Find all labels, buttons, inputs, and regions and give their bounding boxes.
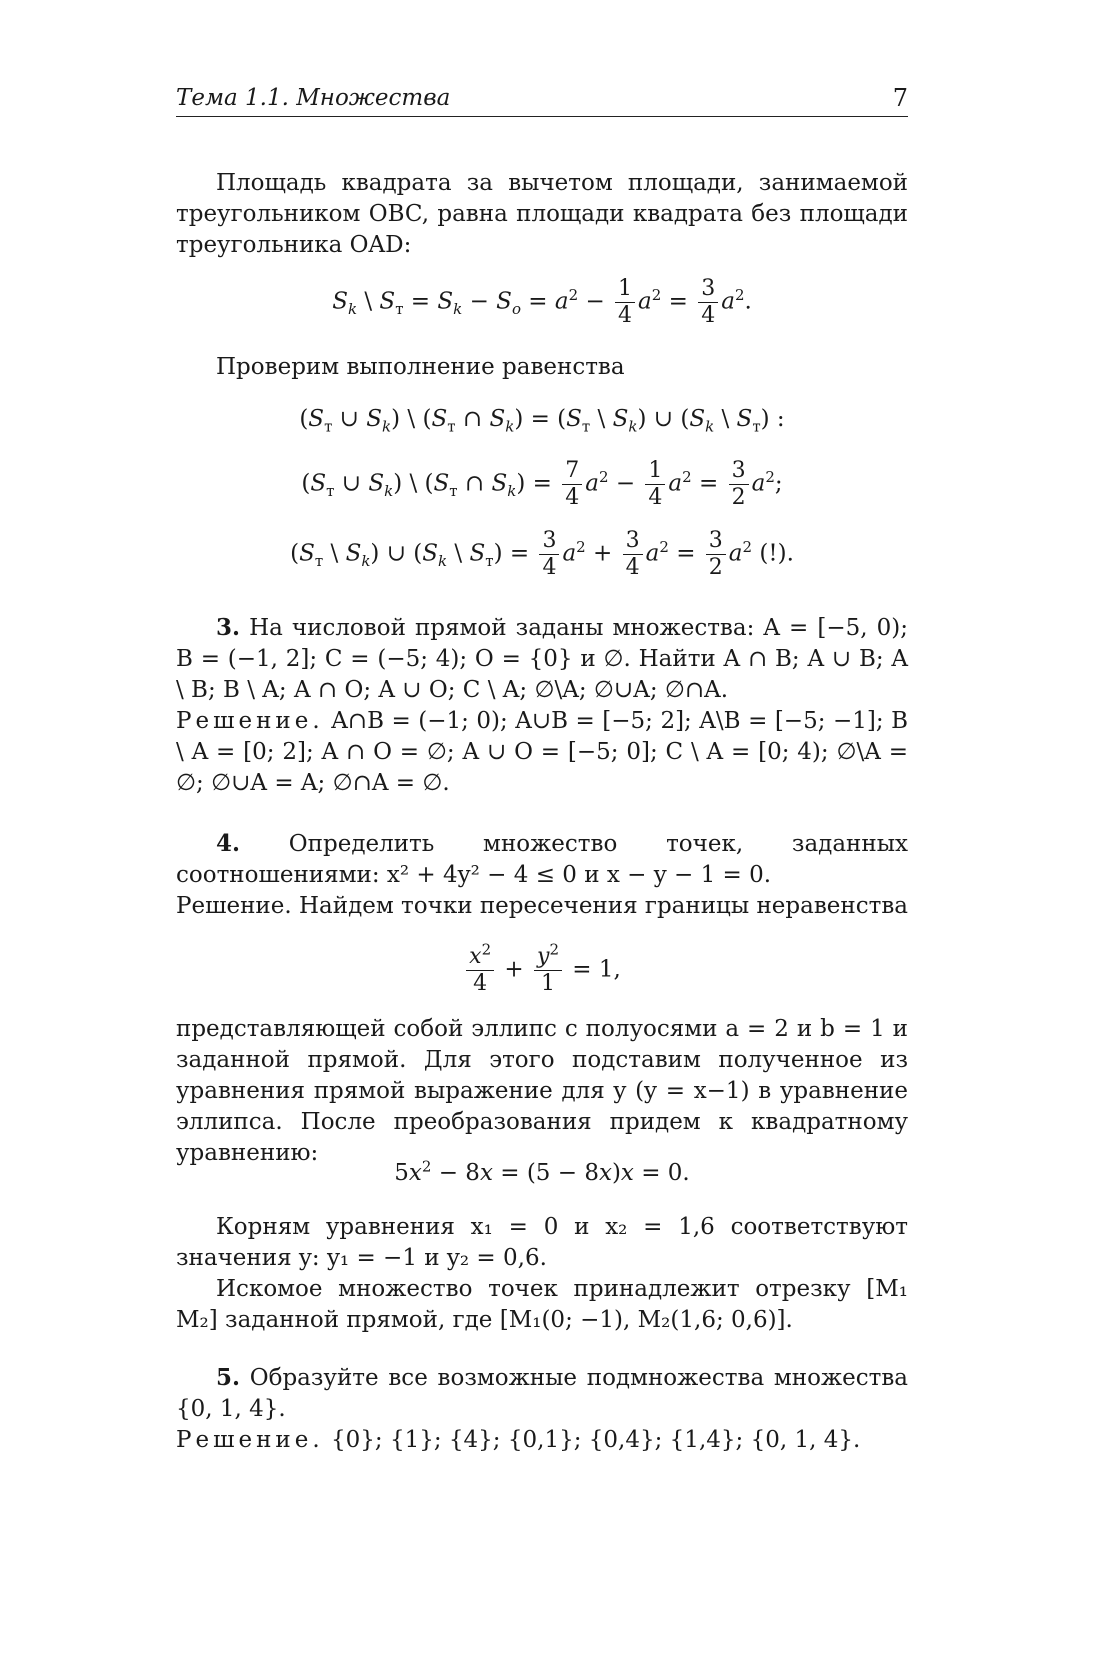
equation-quadratic: $5x^2 - 8x = (5 - 8x)x = 0$. [394, 1157, 690, 1186]
problem-5-statement: 5. Образуйте все возможные подмножества множества {0, 1, 4}. [176, 1364, 909, 1422]
check-text: Проверим выполнение равенства [216, 354, 625, 380]
problem-4 [176, 828, 908, 922]
equation-right-side: ($S_т$ \ $S_k$) ∪ ($S_k$ \ $S_т$) = $\frac{3}{4}$ $a^2$ + $\frac{3}{4}$ $a^2$ = $\frac{3}{2}$ $a^2$ (!). [290, 528, 794, 580]
ellipse-paragraph [176, 1014, 908, 1169]
problem-5 [176, 1362, 908, 1456]
check-paragraph [176, 352, 908, 383]
problem-4-solution-intro: Решение. Найдем точки пересечения границы неравенства [176, 893, 908, 919]
answer-text: Искомое множество точек принадлежит отрезку [M₁ M₂] заданной прямой, где [M₁(0; −1), M₂(1,6; 0,6)]. [176, 1276, 908, 1333]
roots-text: Корням уравнения x₁ = 0 и x₂ = 1,6 соответствуют значения y: y₁ = −1 и y₂ = 0,6. [176, 1214, 908, 1271]
intro-text: Площадь квадрата за вычетом площади, занимаемой треугольником OBC, равна площади квадрата без площади треугольника OAD: [176, 170, 908, 258]
equation-symmetric-difference: ($S_т$ ∪ $S_k$) \ ($S_т$ ∩ $S_k) = (S_т$ \ $S_k$) ∪ ($S_k$ \ $S_т$) : [299, 406, 785, 436]
equation-ellipse: $\frac{x^2}{4}$ + $\frac{y^2}{1}$ = 1, [176, 944, 908, 997]
problem-3-number: 3. [216, 614, 241, 641]
problem-5-number: 5. [216, 1364, 241, 1391]
page-number: 7 [892, 84, 908, 112]
problem-4-number: 4. [216, 830, 241, 857]
intro-paragraph [176, 168, 908, 261]
running-header [176, 84, 908, 117]
equation-area-difference: $S_k$ \ $S_т = S_k - S_o = a^2$ − $\frac{1}{4}$ $a^2$ = $\frac{3}{4}$ $a^2$. [332, 276, 752, 328]
solution-label: Решение. [176, 708, 324, 734]
problem-3-statement: 3. На числовой прямой заданы множества: A = [−5, 0); B = (−1, 2]; C = (−5; 4); O = {0} и ∅. Найти A ∩ B; A ∪ B; A \ B; B \ A; A ∩ O; A ∪ O; C \ A; ∅\A; ∅∪A; ∅∩A. [176, 614, 908, 703]
running-title: Тема 1.1. Множества [176, 85, 451, 111]
ellipse-text: представляющей собой эллипс с полуосями a = 2 и b = 1 и заданной прямой. Для этого подставим полученное из уравнения прямой выражение для y (y = x−1) в уравнение эллипса. После преобразования придем к квадратному уравнению: [176, 1016, 908, 1166]
roots-paragraph [176, 1212, 908, 1336]
solution-label: Решение. [176, 1427, 324, 1453]
problem-5-solution: Решение. {0}; {1}; {4}; {0,1}; {0,4}; {1,4}; {0, 1, 4}. [176, 1427, 861, 1453]
equation-left-side: ($S_т$ ∪ $S_k$) \ ($S_т$ ∩ $S_k$) = $\frac{7}{4}$ $a^2$ − $\frac{1}{4}$ $a^2$ = $\frac{3}{2}$ $a^2$; [301, 458, 783, 510]
problem-4-statement: 4. Определить множество точек, заданных соотношениями: x² + 4y² − 4 ≤ 0 и x − y − 1 = 0. [176, 830, 908, 888]
problem-3-solution: Решение. A∩B = (−1; 0); A∪B = [−5; 2]; A\B = [−5; −1]; B \ A = [0; 2]; A ∩ O = ∅; A ∪ O = [−5; 0]; C \ A = [0; 4); ∅\A = ∅; ∅∪A = A; ∅∩A = ∅. [176, 708, 909, 796]
problem-3 [176, 612, 908, 799]
